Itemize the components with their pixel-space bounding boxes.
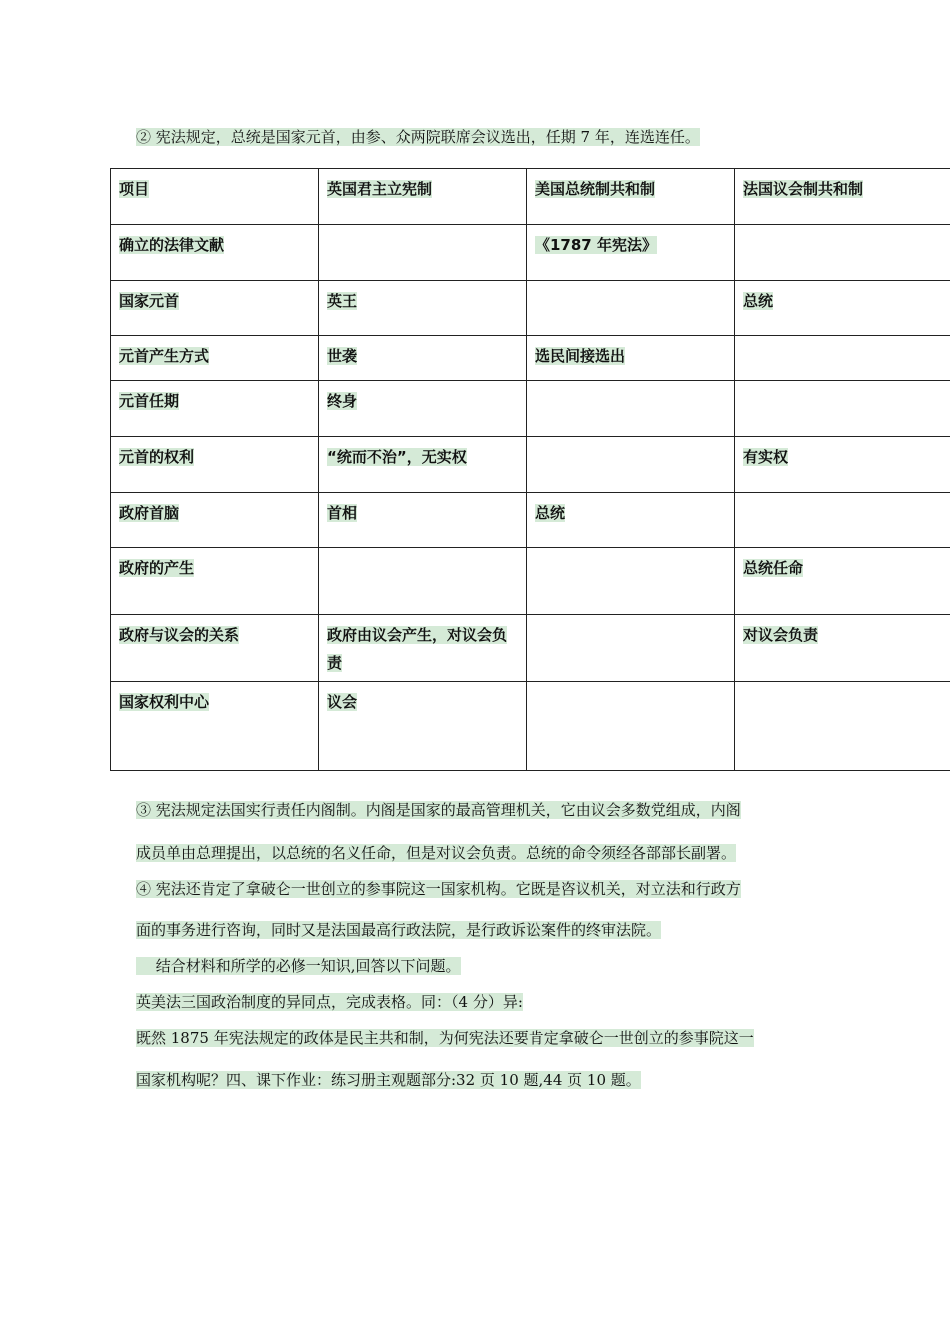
table-row xyxy=(111,493,950,548)
table-cell: 国家元首 xyxy=(111,281,319,336)
table-header-row xyxy=(111,169,950,225)
paragraph-line: 结合材料和所学的必修一知识,回答以下问题。 xyxy=(136,957,461,975)
table-cell: 英王 xyxy=(319,281,527,336)
table-cell: 政府与议会的关系 xyxy=(111,615,319,682)
table-cell xyxy=(527,615,735,682)
table-cell: 美国总统制共和制 xyxy=(527,169,735,225)
table-cell xyxy=(735,336,950,381)
table-cell: 政府的产生 xyxy=(111,548,319,615)
table-cell: 政府首脑 xyxy=(111,493,319,548)
table-cell xyxy=(319,548,527,615)
paragraph-line: ④ 宪法还肯定了拿破仑一世创立的参事院这一国家机构。它既是咨议机关，对立法和行政方 xyxy=(136,880,741,898)
table-cell: 元首任期 xyxy=(111,381,319,437)
table-cell: 确立的法律文献 xyxy=(111,225,319,281)
table-cell: 有实权 xyxy=(735,437,950,493)
table-cell: “统而不治”，无实权 xyxy=(319,437,527,493)
table-cell xyxy=(319,225,527,281)
table-row xyxy=(111,336,950,381)
table-row xyxy=(111,437,950,493)
table-row xyxy=(111,615,950,682)
table-cell: 英国君主立宪制 xyxy=(319,169,527,225)
table-row xyxy=(111,381,950,437)
paragraph-line: 面的事务进行咨询，同时又是法国最高行政法院，是行政诉讼案件的终审法院。 xyxy=(136,921,662,939)
table-cell: 世袭 xyxy=(319,336,527,381)
paragraph-line: 英美法三国政治制度的异同点，完成表格。同：（4 分）异: xyxy=(136,993,523,1011)
table-cell xyxy=(527,548,735,615)
table-row xyxy=(111,225,950,281)
comparison-table xyxy=(110,168,950,771)
table-cell: 项目 xyxy=(111,169,319,225)
paragraph-line: ③ 宪法规定法国实行责任内阁制。内阁是国家的最高管理机关，它由议会多数党组成，内阁 xyxy=(136,801,741,819)
table-cell xyxy=(527,682,735,771)
table-cell xyxy=(527,381,735,437)
table-cell: 元首产生方式 xyxy=(111,336,319,381)
table-row xyxy=(111,548,950,615)
intro-text: ② 宪法规定，总统是国家元首，由参、众两院联席会议选出，任期 7 年，连选连任。 xyxy=(136,128,700,146)
table-cell: 议会 xyxy=(319,682,527,771)
table-cell xyxy=(735,682,950,771)
table-cell xyxy=(735,225,950,281)
table-row xyxy=(111,682,950,771)
table-cell: 国家权利中心 xyxy=(111,682,319,771)
intro-paragraph xyxy=(136,127,700,147)
table-row xyxy=(111,281,950,336)
table-cell: 《1787 年宪法》 xyxy=(527,225,735,281)
table-cell: 选民间接选出 xyxy=(527,336,735,381)
table-cell: 元首的权利 xyxy=(111,437,319,493)
table-cell: 总统 xyxy=(527,493,735,548)
table-cell: 总统任命 xyxy=(735,548,950,615)
table-cell: 政府由议会产生，对议会负责 xyxy=(319,615,527,682)
table-cell: 首相 xyxy=(319,493,527,548)
question-line: 既然 1875 年宪法规定的政体是民主共和制，为何宪法还要肯定拿破仑一世创立的参事院这一 xyxy=(136,1029,754,1047)
table-cell: 总统 xyxy=(735,281,950,336)
table-cell xyxy=(735,493,950,548)
table-cell xyxy=(527,281,735,336)
table-cell: 法国议会制共和制 xyxy=(735,169,950,225)
table-cell: 对议会负责 xyxy=(735,615,950,682)
question-line: 国家机构呢？四、课下作业：练习册主观题部分:32 页 10 题,44 页 10 题。 xyxy=(136,1071,641,1089)
table-cell: 终身 xyxy=(319,381,527,437)
table-cell xyxy=(735,381,950,437)
paragraph-line: 成员单由总理提出，以总统的名义任命，但是对议会负责。总统的命令须经各部部长副署。 xyxy=(136,844,737,862)
table-cell xyxy=(527,437,735,493)
